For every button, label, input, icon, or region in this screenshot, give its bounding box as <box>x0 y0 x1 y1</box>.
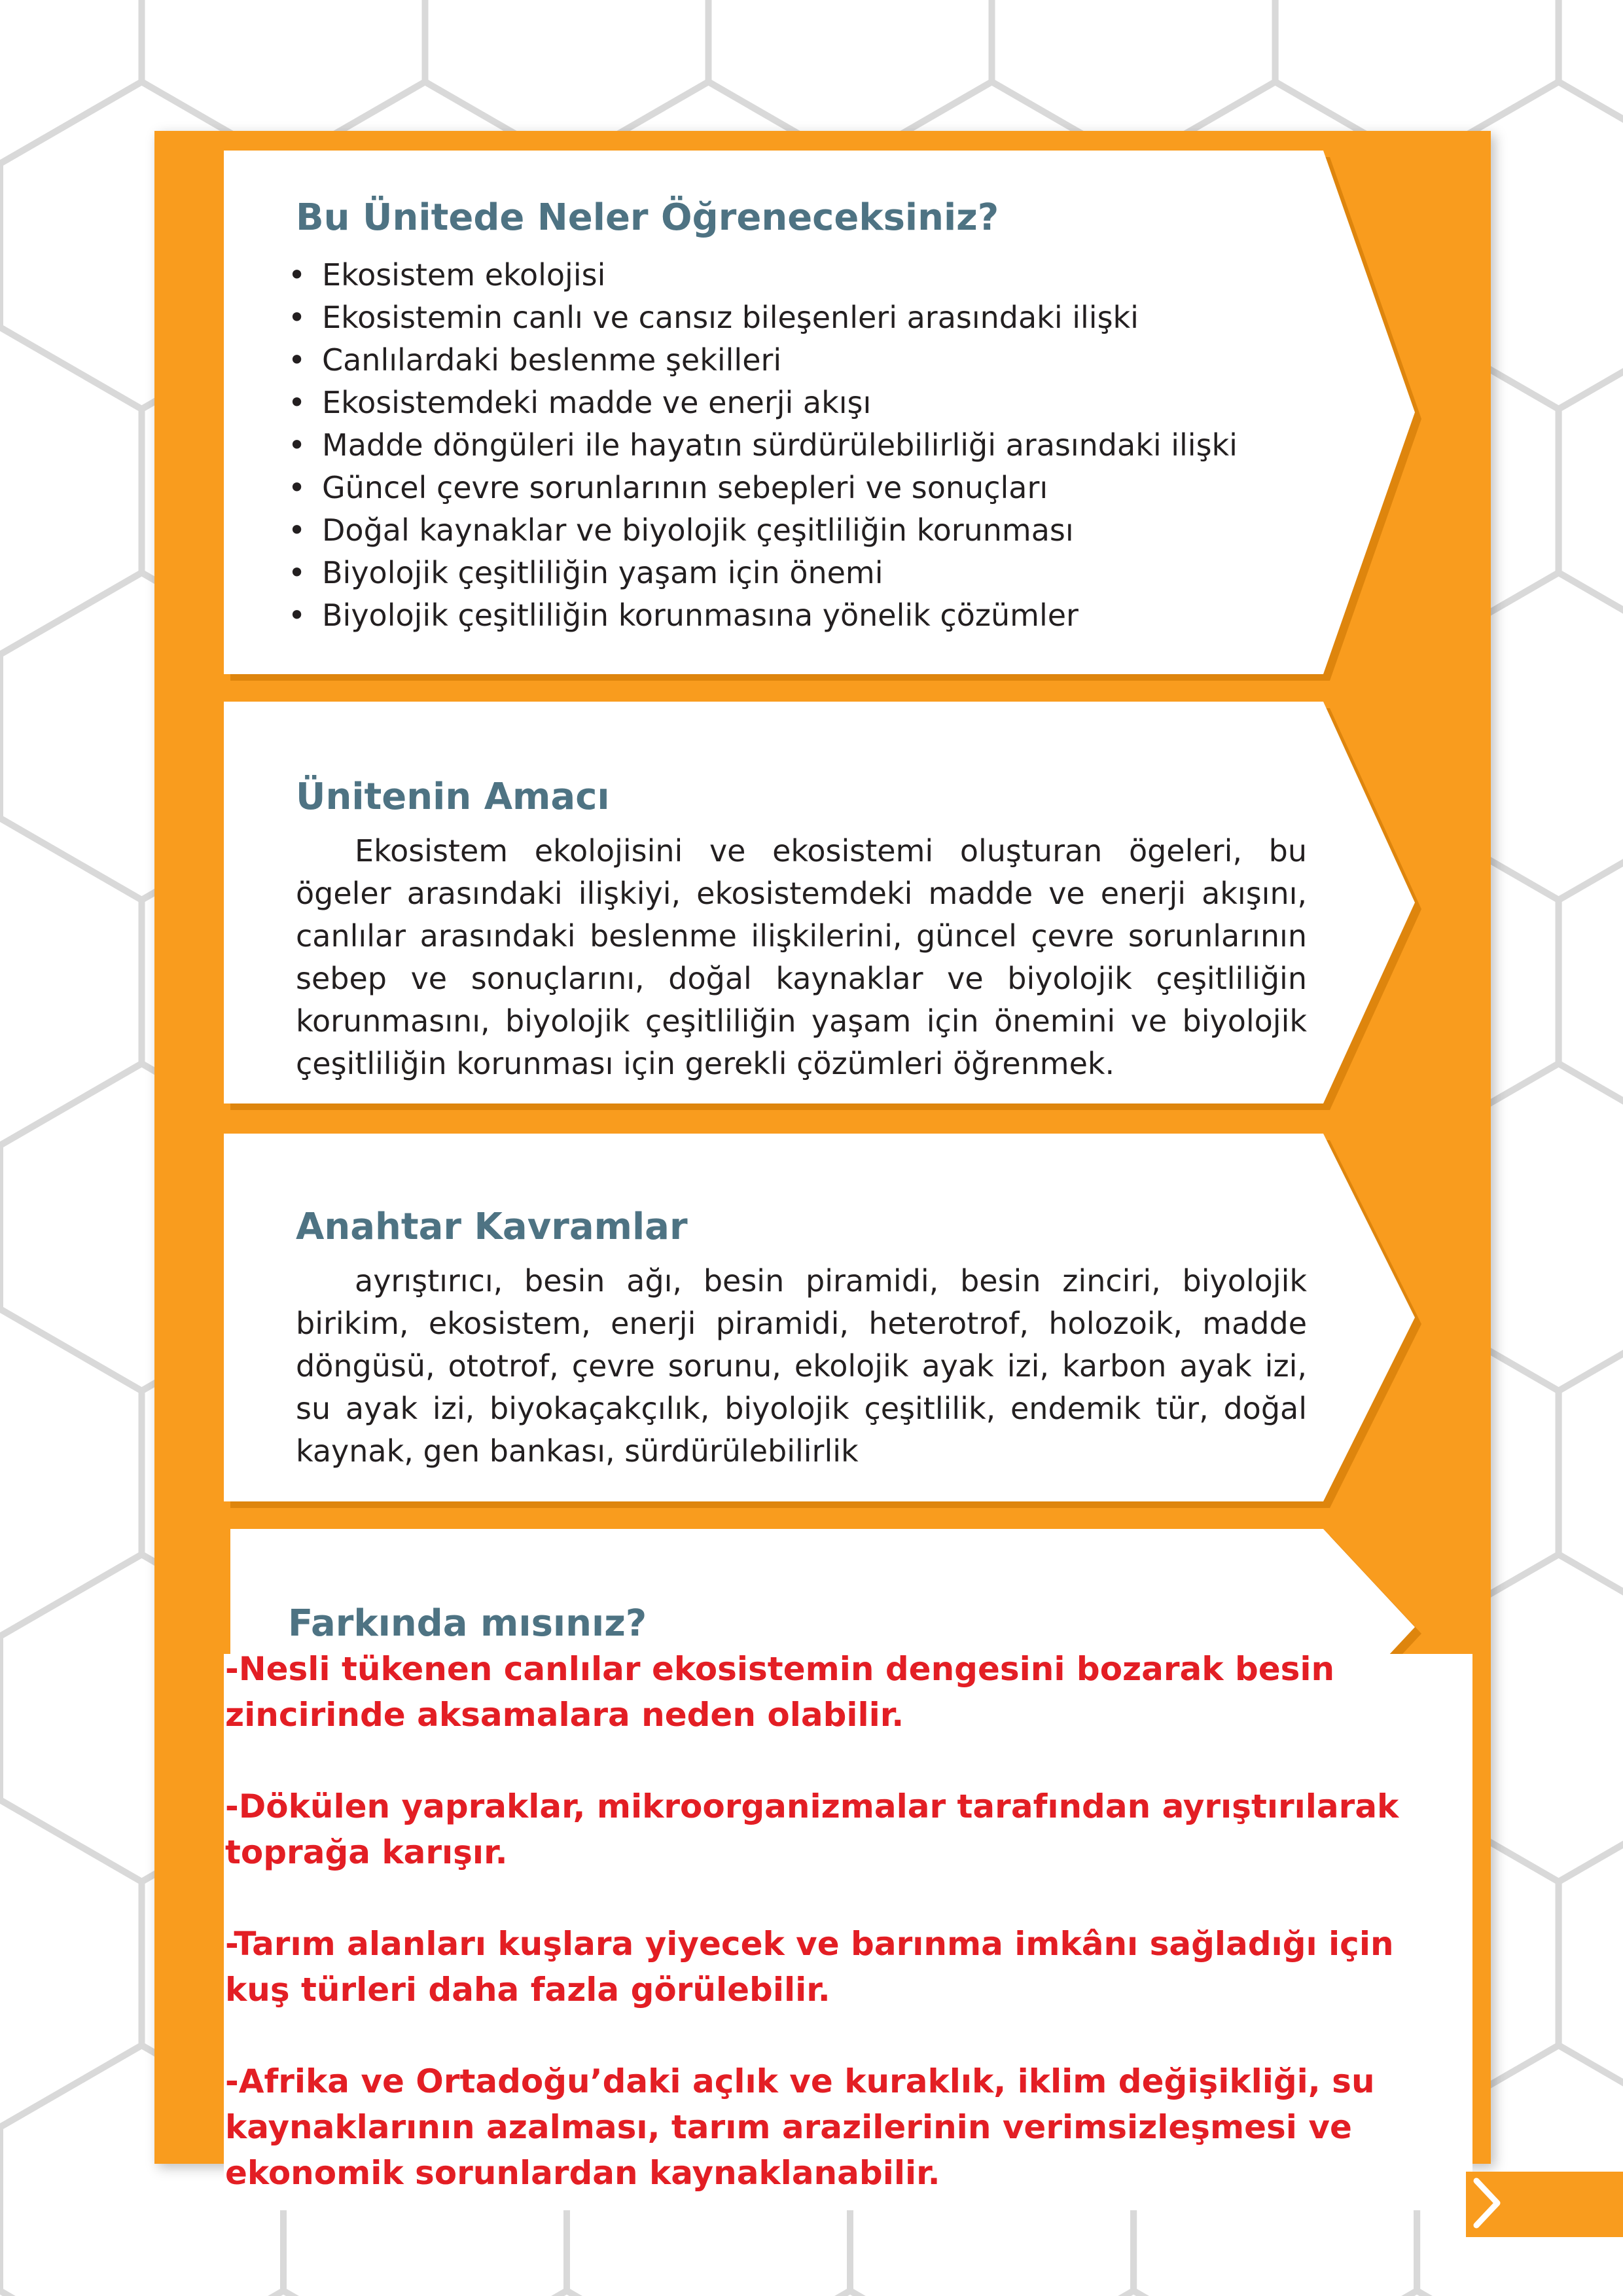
hexagon-shape <box>0 818 142 1145</box>
learn-list-item: • Ekosistem ekolojisi <box>288 254 1238 296</box>
section-aware-title: Farkında mısınız? <box>288 1602 647 1645</box>
learn-list <box>288 254 1238 637</box>
aware-item: -Nesli tükenen canlılar ekosistemin dengesini bozarak besin zincirinde aksamalara neden olabilir. <box>225 1650 1335 1734</box>
section-aim-text: Ekosistem ekolojisini ve ekosistemi oluşturan ögeleri, bu ögeler arasındaki ilişkiyi, ekosistemdeki madde ve enerji akışını, canlılar arasındaki beslenme ilişkilerini, güncel çevre sorunlarının sebep ve sonuçlarını, doğal kaynaklar ve biyolojik çeşitliliğin korunmasını, biyolojik çeşitliliğin yaşam için önemini ve biyolojik çeşitliliğin korunması için gerekli çözümleri öğrenmek. <box>296 833 1307 1081</box>
section-keywords-text: ayrıştırıcı, besin ağı, besin piramidi, besin zinciri, biyolojik birikim, ekosistem, enerji piramidi, heterotrof, holozoik, madde döngüsü, ototrof, çevre sorunu, ekolojik ayak izi, karbon ayak izi, su ayak izi, biyokaçakçılık, biyolojik çeşitlilik, endemik tür, doğal kaynak, gen bankası, sürdürülebilirlik <box>296 1263 1307 1469</box>
hexagon-shape <box>0 0 142 164</box>
learn-list-item: • Güncel çevre sorunlarının sebepleri ve sonuçları <box>288 467 1238 509</box>
aware-item: -Afrika ve Ortadoğu’daki açlık ve kuraklık, iklim değişikliği, su kaynaklarının azalması, tarım arazilerinin verimsizleşmesi ve ekonomik sorunlardan kaynaklanabilir. <box>225 2062 1375 2192</box>
learn-list-item: • Doğal kaynaklar ve biyolojik çeşitliliğin korunması <box>288 509 1238 552</box>
section-keywords-title: Anahtar Kavramlar <box>296 1206 688 1248</box>
learn-list-item: • Madde döngüleri ile hayatın sürdürülebilirliği arasındaki ilişki <box>288 424 1238 467</box>
learn-list-item: • Ekosistemdeki madde ve enerji akışı <box>288 382 1238 424</box>
learn-list-item: • Canlılardaki beslenme şekilleri <box>288 339 1238 382</box>
learn-list-item: • Ekosistemin canlı ve cansız bileşenleri arasındaki ilişki <box>288 296 1238 339</box>
aware-item: -Tarım alanları kuşlara yiyecek ve barınma imkânı sağladığı için kuş türleri daha fazla görülebilir. <box>225 1925 1394 2009</box>
hexagon-shape <box>1559 0 1623 164</box>
hexagon-shape <box>0 1309 142 1636</box>
section-aim-title: Ünitenin Amacı <box>296 776 610 818</box>
section-learn-title: Bu Ünitede Neler Öğreneceksiniz? <box>296 196 999 239</box>
learn-list-item: • Biyolojik çeşitliliğin yaşam için önemi <box>288 552 1238 594</box>
chevron-right-icon <box>1469 2176 1508 2231</box>
learn-list-item: • Biyolojik çeşitliliğin korunmasına yönelik çözümler <box>288 594 1238 637</box>
hexagon-shape <box>0 327 142 655</box>
aware-item: -Dökülen yapraklar, mikroorganizmalar tarafından ayrıştırılarak toprağa karışır. <box>225 1787 1399 1871</box>
hexagon-shape <box>0 1800 142 2127</box>
